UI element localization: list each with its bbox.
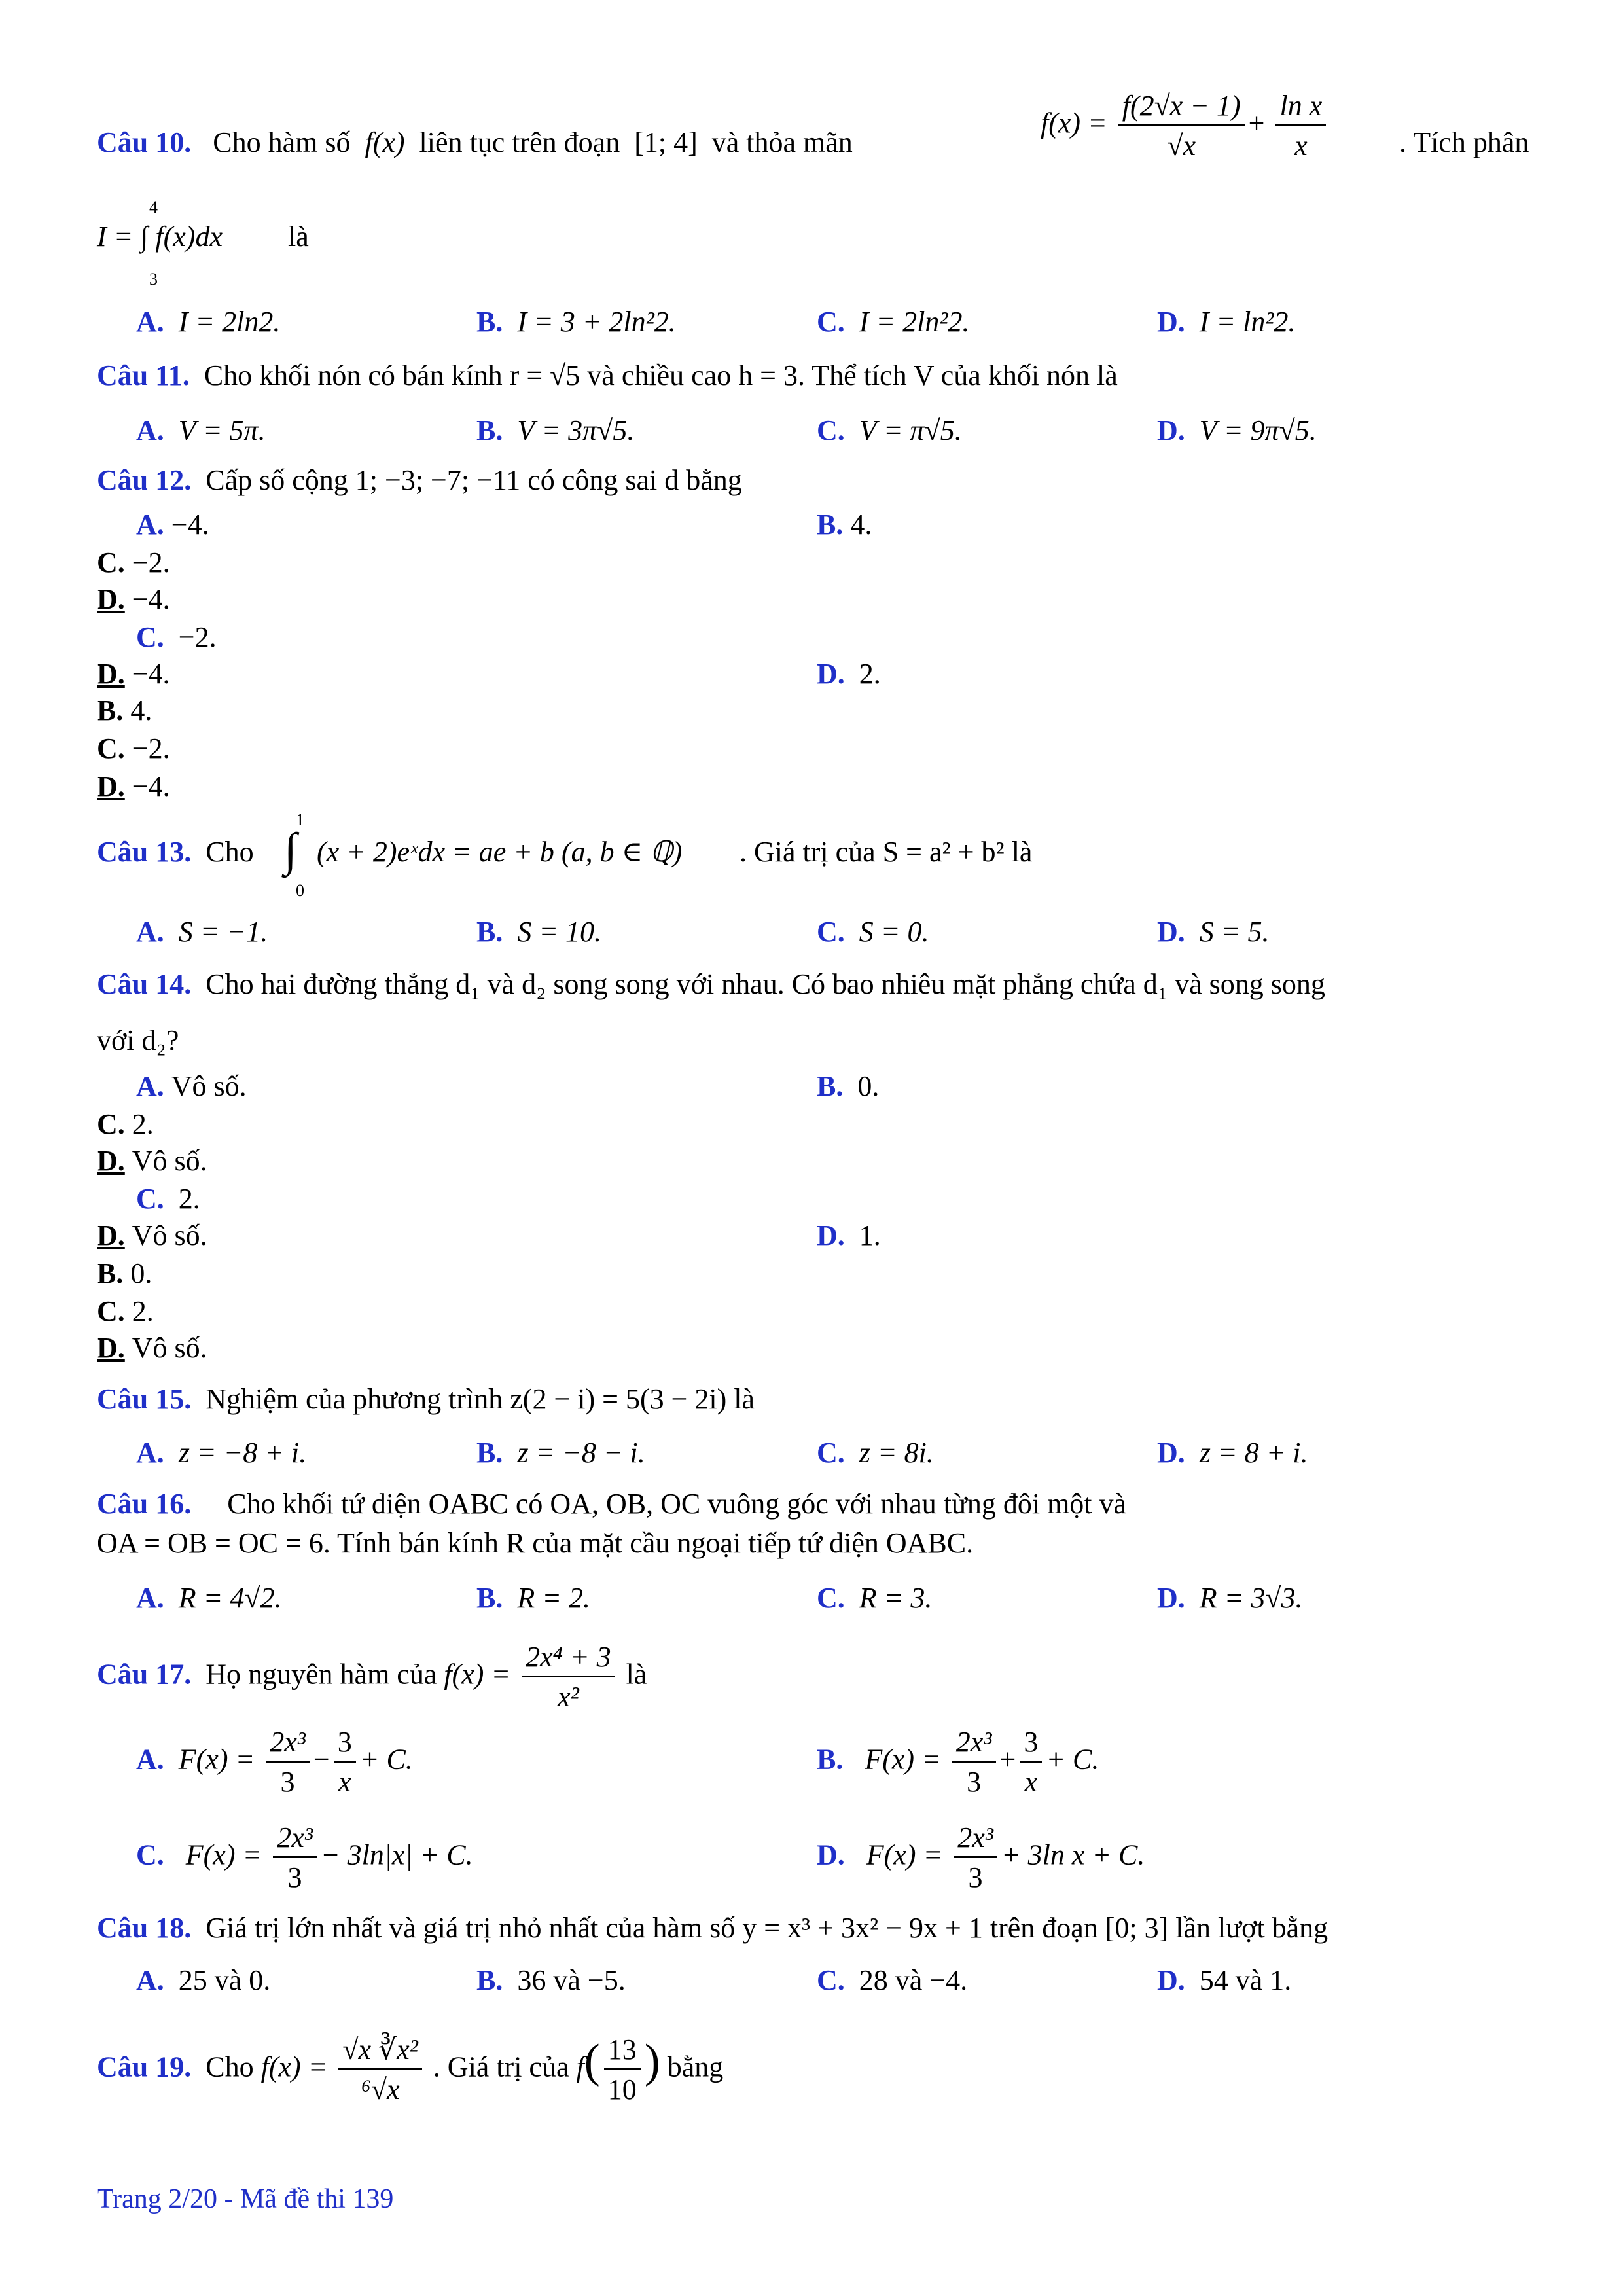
q11-text: Cho khối nón có bán kính r = √5 và chiều cao h = 3. Thể tích V của khối nón là bbox=[204, 359, 1118, 391]
option-text: 2. bbox=[132, 1108, 154, 1140]
option-text: R = 3. bbox=[859, 1582, 933, 1614]
q13-option-b[interactable] bbox=[476, 918, 601, 946]
option-text: Vô số. bbox=[171, 1070, 247, 1102]
frac-num: 2x³ bbox=[266, 1728, 310, 1763]
option-text: V = 3π√5. bbox=[517, 414, 635, 446]
option-pre: F(x) = bbox=[866, 1839, 943, 1871]
option-label: A. bbox=[136, 414, 164, 446]
q10-frac1 bbox=[1118, 92, 1245, 160]
option-label: D. bbox=[97, 1219, 125, 1251]
option-text: z = −8 + i. bbox=[178, 1437, 307, 1469]
option-label: D. bbox=[1157, 1582, 1185, 1614]
paren-open: ( bbox=[584, 2034, 600, 2087]
option-label: B. bbox=[476, 1437, 503, 1469]
option-label: C. bbox=[97, 1108, 125, 1140]
option-text: I = 2ln²2. bbox=[859, 306, 970, 338]
option-label: C. bbox=[136, 1839, 164, 1871]
option-label: D. bbox=[1157, 1437, 1185, 1469]
option-text: 1. bbox=[859, 1219, 881, 1251]
option-label: D. bbox=[97, 1332, 125, 1364]
option-label: C. bbox=[97, 732, 125, 764]
q10-text4: . Tích phân bbox=[1399, 126, 1529, 158]
q13-stem bbox=[97, 838, 254, 867]
q14-text2: với d₂? bbox=[97, 1024, 179, 1056]
q17-option-d[interactable] bbox=[817, 1823, 1145, 1892]
q15-option-c[interactable] bbox=[817, 1439, 934, 1467]
q18-option-b[interactable] bbox=[476, 1966, 626, 1995]
page-footer: Trang 2/20 - Mã đề thi 139 bbox=[97, 2184, 394, 2214]
q14-text: Cho hai đường thẳng d₁ và d₂ song song với nhau. Có bao nhiêu mặt phẳng chứa d₁ và song song bbox=[205, 968, 1325, 1000]
option-mid: − bbox=[313, 1743, 330, 1776]
q10-option-d[interactable] bbox=[1157, 308, 1296, 336]
q19-arg-num: 13 bbox=[604, 2036, 641, 2070]
q14-label: Câu 14. bbox=[97, 968, 192, 1000]
q13-lower: 0 bbox=[296, 881, 304, 900]
q10-option-c[interactable] bbox=[817, 308, 970, 336]
option-text: −4. bbox=[132, 583, 170, 615]
option-text: S = −1. bbox=[178, 916, 268, 948]
q14-line-8[interactable] bbox=[97, 1259, 152, 1288]
option-label: C. bbox=[817, 414, 845, 446]
option-label: C. bbox=[817, 916, 845, 948]
q16-option-c[interactable] bbox=[817, 1584, 932, 1613]
frac-num: 3 bbox=[334, 1728, 356, 1763]
q17-option-a[interactable] bbox=[136, 1728, 413, 1797]
option-text: I = 3 + 2ln²2. bbox=[517, 306, 676, 338]
option-label: B. bbox=[476, 1964, 503, 1996]
option-text: 28 và −4. bbox=[859, 1964, 968, 1996]
q17-text1: Họ nguyên hàm của bbox=[205, 1658, 437, 1691]
option-text: Vô số. bbox=[132, 1219, 207, 1251]
q16-label: Câu 16. bbox=[97, 1488, 192, 1520]
q12-line-2[interactable] bbox=[817, 511, 872, 539]
option-text: 0. bbox=[130, 1257, 152, 1289]
option-label: B. bbox=[476, 306, 503, 338]
option-text: −2. bbox=[132, 547, 170, 579]
option-label: B. bbox=[476, 414, 503, 446]
option-label: A. bbox=[136, 916, 164, 948]
q10-suffix: là bbox=[288, 221, 309, 253]
option-text: I = ln²2. bbox=[1199, 306, 1296, 338]
option-text: Vô số. bbox=[132, 1332, 207, 1364]
option-label: C. bbox=[817, 1964, 845, 1996]
q14-line-9[interactable] bbox=[97, 1297, 154, 1326]
option-frac2 bbox=[1020, 1728, 1042, 1797]
q10-text3: và thỏa mãn bbox=[711, 126, 853, 158]
q16-text: Cho khối tứ diện OABC có OA, OB, OC vuông góc với nhau từng đôi một và bbox=[227, 1488, 1127, 1520]
q11-option-c[interactable] bbox=[817, 416, 962, 445]
q19-frac bbox=[338, 2036, 421, 2104]
q18-text: Giá trị lớn nhất và giá trị nhỏ nhất của hàm số y = x³ + 3x² − 9x + 1 trên đoạn [0; 3] lần lượt bằng bbox=[205, 1912, 1329, 1944]
option-mid: + bbox=[999, 1743, 1016, 1776]
q19-text1: Cho bbox=[205, 2051, 254, 2083]
option-post: + C. bbox=[359, 1743, 413, 1776]
q19-den: ⁶√x bbox=[361, 2073, 400, 2106]
option-label: D. bbox=[817, 658, 845, 690]
q10-option-b[interactable] bbox=[476, 308, 676, 336]
q18-stem bbox=[97, 1914, 1328, 1943]
option-pre: F(x) = bbox=[185, 1839, 262, 1871]
option-text: Vô số. bbox=[132, 1145, 207, 1177]
q10-upper: 4 bbox=[149, 198, 158, 217]
option-text: −4. bbox=[132, 770, 170, 802]
option-label: B. bbox=[476, 916, 503, 948]
q14-line-6[interactable] bbox=[97, 1221, 207, 1250]
q10-frac1-den: √x bbox=[1167, 130, 1196, 162]
option-label: D. bbox=[97, 770, 125, 802]
q13-option-a[interactable] bbox=[136, 918, 268, 946]
integral-sign-icon: ∫ bbox=[284, 823, 297, 876]
q10-interval: [1; 4] bbox=[634, 126, 698, 158]
q14-line-5[interactable] bbox=[136, 1185, 200, 1213]
q12-line-9[interactable] bbox=[97, 734, 170, 763]
option-text: z = 8i. bbox=[859, 1437, 934, 1469]
option-label: A. bbox=[136, 1437, 164, 1469]
option-label: D. bbox=[1157, 306, 1185, 338]
q19-label: Câu 19. bbox=[97, 2051, 192, 2083]
q18-option-c[interactable] bbox=[817, 1966, 967, 1995]
q12-line-8[interactable] bbox=[97, 696, 152, 725]
option-text: R = 4√2. bbox=[178, 1582, 282, 1614]
option-text: R = 2. bbox=[517, 1582, 590, 1614]
option-label: C. bbox=[817, 306, 845, 338]
q13-text2: . Giá trị của S = a² + b² là bbox=[740, 836, 1033, 868]
q10-label: Câu 10. bbox=[97, 126, 192, 158]
option-label: D. bbox=[1157, 1964, 1185, 1996]
frac-den: 3 bbox=[280, 1766, 295, 1798]
option-label: D. bbox=[817, 1219, 845, 1251]
q14-line-4[interactable] bbox=[97, 1147, 207, 1175]
option-text: R = 3√3. bbox=[1199, 1582, 1303, 1614]
option-label: C. bbox=[817, 1437, 845, 1469]
q10-text1: Cho hàm số bbox=[213, 126, 351, 158]
option-text: 4. bbox=[130, 694, 152, 726]
option-text: V = π√5. bbox=[859, 414, 962, 446]
q14-line-3[interactable] bbox=[97, 1110, 154, 1139]
q11-option-b[interactable] bbox=[476, 416, 634, 445]
frac-num: 2x³ bbox=[273, 1823, 317, 1858]
q17-num: 2x⁴ + 3 bbox=[522, 1643, 615, 1677]
frac-num: 2x³ bbox=[954, 1823, 997, 1858]
q18-option-d[interactable] bbox=[1157, 1966, 1291, 1995]
option-text: z = −8 − i. bbox=[517, 1437, 645, 1469]
option-text: V = 9π√5. bbox=[1199, 414, 1317, 446]
option-label: C. bbox=[136, 621, 164, 653]
option-text: −2. bbox=[132, 732, 170, 764]
option-label: B. bbox=[97, 1257, 124, 1289]
q13-option-d[interactable] bbox=[1157, 918, 1269, 946]
option-label: C. bbox=[817, 1582, 845, 1614]
q19-arg-den: 10 bbox=[607, 2073, 637, 2106]
q18-option-a[interactable] bbox=[136, 1966, 270, 1995]
q19-num: √x ∛x² bbox=[338, 2036, 421, 2070]
option-post: − 3ln|x| + C. bbox=[320, 1839, 473, 1871]
q11-stem bbox=[97, 361, 1118, 390]
option-label: A. bbox=[136, 1582, 164, 1614]
q13-integral: (x + 2)eˣdx = ae + b (a, b ∈ ℚ) bbox=[317, 836, 683, 868]
option-label: D. bbox=[1157, 414, 1185, 446]
option-text: I = 2ln2. bbox=[178, 306, 281, 338]
frac-den: 3 bbox=[287, 1861, 302, 1893]
option-text: z = 8 + i. bbox=[1199, 1437, 1308, 1469]
q15-stem bbox=[97, 1385, 755, 1414]
option-label: D. bbox=[97, 583, 125, 615]
frac-num: 3 bbox=[1020, 1728, 1042, 1763]
q10-option-a[interactable] bbox=[136, 308, 280, 336]
option-text: 2. bbox=[132, 1295, 154, 1327]
option-label: A. bbox=[136, 509, 164, 541]
q12-line-10[interactable] bbox=[97, 772, 170, 801]
frac-den: 3 bbox=[968, 1861, 983, 1893]
q10-frac2-den: x bbox=[1294, 130, 1308, 162]
option-label: B. bbox=[97, 694, 124, 726]
q13-text1: Cho bbox=[205, 836, 254, 868]
option-frac bbox=[954, 1823, 997, 1892]
option-text: V = 5π. bbox=[178, 414, 266, 446]
option-pre: F(x) = bbox=[865, 1743, 941, 1776]
option-label: D. bbox=[1157, 916, 1185, 948]
q12-line-6[interactable] bbox=[97, 660, 170, 689]
q17-option-b[interactable] bbox=[817, 1728, 1099, 1797]
q19-stem bbox=[97, 2036, 723, 2104]
q10-lower: 3 bbox=[149, 270, 158, 289]
option-text: S = 5. bbox=[1199, 916, 1270, 948]
q11-option-a[interactable] bbox=[136, 416, 266, 445]
q16-option-d[interactable] bbox=[1157, 1584, 1303, 1613]
option-frac bbox=[266, 1728, 310, 1797]
q10-frac2 bbox=[1275, 92, 1326, 160]
q14-line-1[interactable] bbox=[136, 1072, 247, 1101]
q15-label: Câu 15. bbox=[97, 1383, 192, 1415]
q10-text2: liên tục trên đoạn bbox=[419, 126, 620, 158]
option-post: + C. bbox=[1046, 1743, 1099, 1776]
q17-stem bbox=[97, 1643, 647, 1712]
option-text: 2. bbox=[178, 1183, 200, 1215]
q12-text: Cấp số cộng 1; −3; −7; −11 có công sai d bằng bbox=[205, 464, 742, 496]
option-text: 54 và 1. bbox=[1199, 1964, 1292, 1996]
q19-text2: . Giá trị của bbox=[433, 2051, 569, 2083]
option-post: + 3ln x + C. bbox=[1001, 1839, 1145, 1871]
q17-den: x² bbox=[558, 1681, 579, 1713]
option-text: S = 0. bbox=[859, 916, 929, 948]
q17-suffix: là bbox=[626, 1658, 647, 1691]
option-label: A. bbox=[136, 1964, 164, 1996]
q14-line-2[interactable] bbox=[817, 1072, 879, 1101]
frac-num: 2x³ bbox=[952, 1728, 996, 1763]
option-text: 0. bbox=[857, 1070, 880, 1102]
q10-stem bbox=[97, 128, 853, 157]
q17-option-c[interactable] bbox=[136, 1823, 473, 1892]
option-label: D. bbox=[97, 1145, 125, 1177]
option-text: −4. bbox=[132, 658, 170, 690]
q19-fx: f(x) = bbox=[260, 2051, 328, 2083]
q12-label: Câu 12. bbox=[97, 464, 192, 496]
q16-stem bbox=[97, 1490, 1126, 1518]
q15-text: Nghiệm của phương trình z(2 − i) = 5(3 − 2i) là bbox=[205, 1383, 755, 1415]
q18-label: Câu 18. bbox=[97, 1912, 192, 1944]
q12-line-5[interactable] bbox=[136, 623, 217, 652]
q17-frac bbox=[522, 1643, 615, 1712]
q14-stem bbox=[97, 970, 1325, 999]
q17-label: Câu 17. bbox=[97, 1658, 192, 1691]
option-text: 2. bbox=[859, 658, 881, 690]
q13-option-c[interactable] bbox=[817, 918, 929, 946]
q17-fx: f(x) = bbox=[444, 1658, 511, 1691]
option-frac2 bbox=[334, 1728, 356, 1797]
option-label: A. bbox=[136, 1070, 164, 1102]
q16-option-b[interactable] bbox=[476, 1584, 590, 1613]
option-text: 36 và −5. bbox=[517, 1964, 626, 1996]
q10-frac2-num: ln x bbox=[1275, 92, 1326, 126]
q12-line-3[interactable] bbox=[97, 548, 170, 577]
paren-close: ) bbox=[644, 2034, 660, 2087]
option-text: −2. bbox=[178, 621, 217, 653]
option-label: B. bbox=[476, 1582, 503, 1614]
option-label: A. bbox=[136, 306, 164, 338]
q10-formula: f(x) = $\frac{f(2√x - 1)}{√x}$ + $\frac{\text{ln x}}{x}$ bbox=[1041, 92, 1330, 160]
option-text: S = 10. bbox=[517, 916, 602, 948]
q19-suffix: bằng bbox=[667, 2051, 724, 2083]
option-label: B. bbox=[817, 509, 844, 541]
q12-stem bbox=[97, 466, 742, 495]
frac-den: x bbox=[338, 1766, 351, 1798]
q16-option-a[interactable] bbox=[136, 1584, 282, 1613]
q13-label: Câu 13. bbox=[97, 836, 192, 868]
q10-frac1-num: f(2√x − 1) bbox=[1118, 92, 1245, 126]
q11-label: Câu 11. bbox=[97, 359, 190, 391]
option-label: B. bbox=[817, 1070, 844, 1102]
option-label: A. bbox=[136, 1743, 164, 1776]
q14-line-7[interactable] bbox=[817, 1221, 881, 1250]
frac-den: x bbox=[1024, 1766, 1038, 1798]
q10-fx: f(x) = bbox=[1041, 107, 1107, 139]
q12-line-4[interactable] bbox=[97, 585, 170, 614]
q11-option-d[interactable] bbox=[1157, 416, 1317, 445]
option-pre: F(x) = bbox=[178, 1743, 255, 1776]
option-label: D. bbox=[97, 658, 125, 690]
q13-upper: 1 bbox=[296, 810, 304, 829]
option-text: 4. bbox=[850, 509, 872, 541]
option-label: C. bbox=[97, 1295, 125, 1327]
q12-line-7[interactable] bbox=[817, 660, 881, 689]
option-frac bbox=[273, 1823, 317, 1892]
q16-text2: OA = OB = OC = 6. Tính bán kính R của mặt cầu ngoại tiếp tứ diện OABC. bbox=[97, 1527, 974, 1559]
q12-line-1[interactable] bbox=[136, 511, 209, 539]
frac-den: 3 bbox=[967, 1766, 982, 1798]
q19-arg bbox=[604, 2036, 641, 2104]
q10-fx-name: f(x) bbox=[365, 126, 405, 158]
option-text: 25 và 0. bbox=[178, 1964, 271, 1996]
option-label: B. bbox=[817, 1743, 844, 1776]
q15-option-a[interactable] bbox=[136, 1439, 306, 1467]
option-label: C. bbox=[136, 1183, 164, 1215]
option-text: −4. bbox=[171, 509, 209, 541]
q15-option-d[interactable] bbox=[1157, 1439, 1308, 1467]
option-label: D. bbox=[817, 1839, 845, 1871]
q15-option-b[interactable] bbox=[476, 1439, 645, 1467]
q14-line-10[interactable] bbox=[97, 1334, 207, 1363]
q10-integral: I = ∫ f(x)dx bbox=[97, 221, 223, 253]
option-frac bbox=[952, 1728, 996, 1797]
option-label: C. bbox=[97, 547, 125, 579]
q19-f: f bbox=[576, 2051, 584, 2083]
